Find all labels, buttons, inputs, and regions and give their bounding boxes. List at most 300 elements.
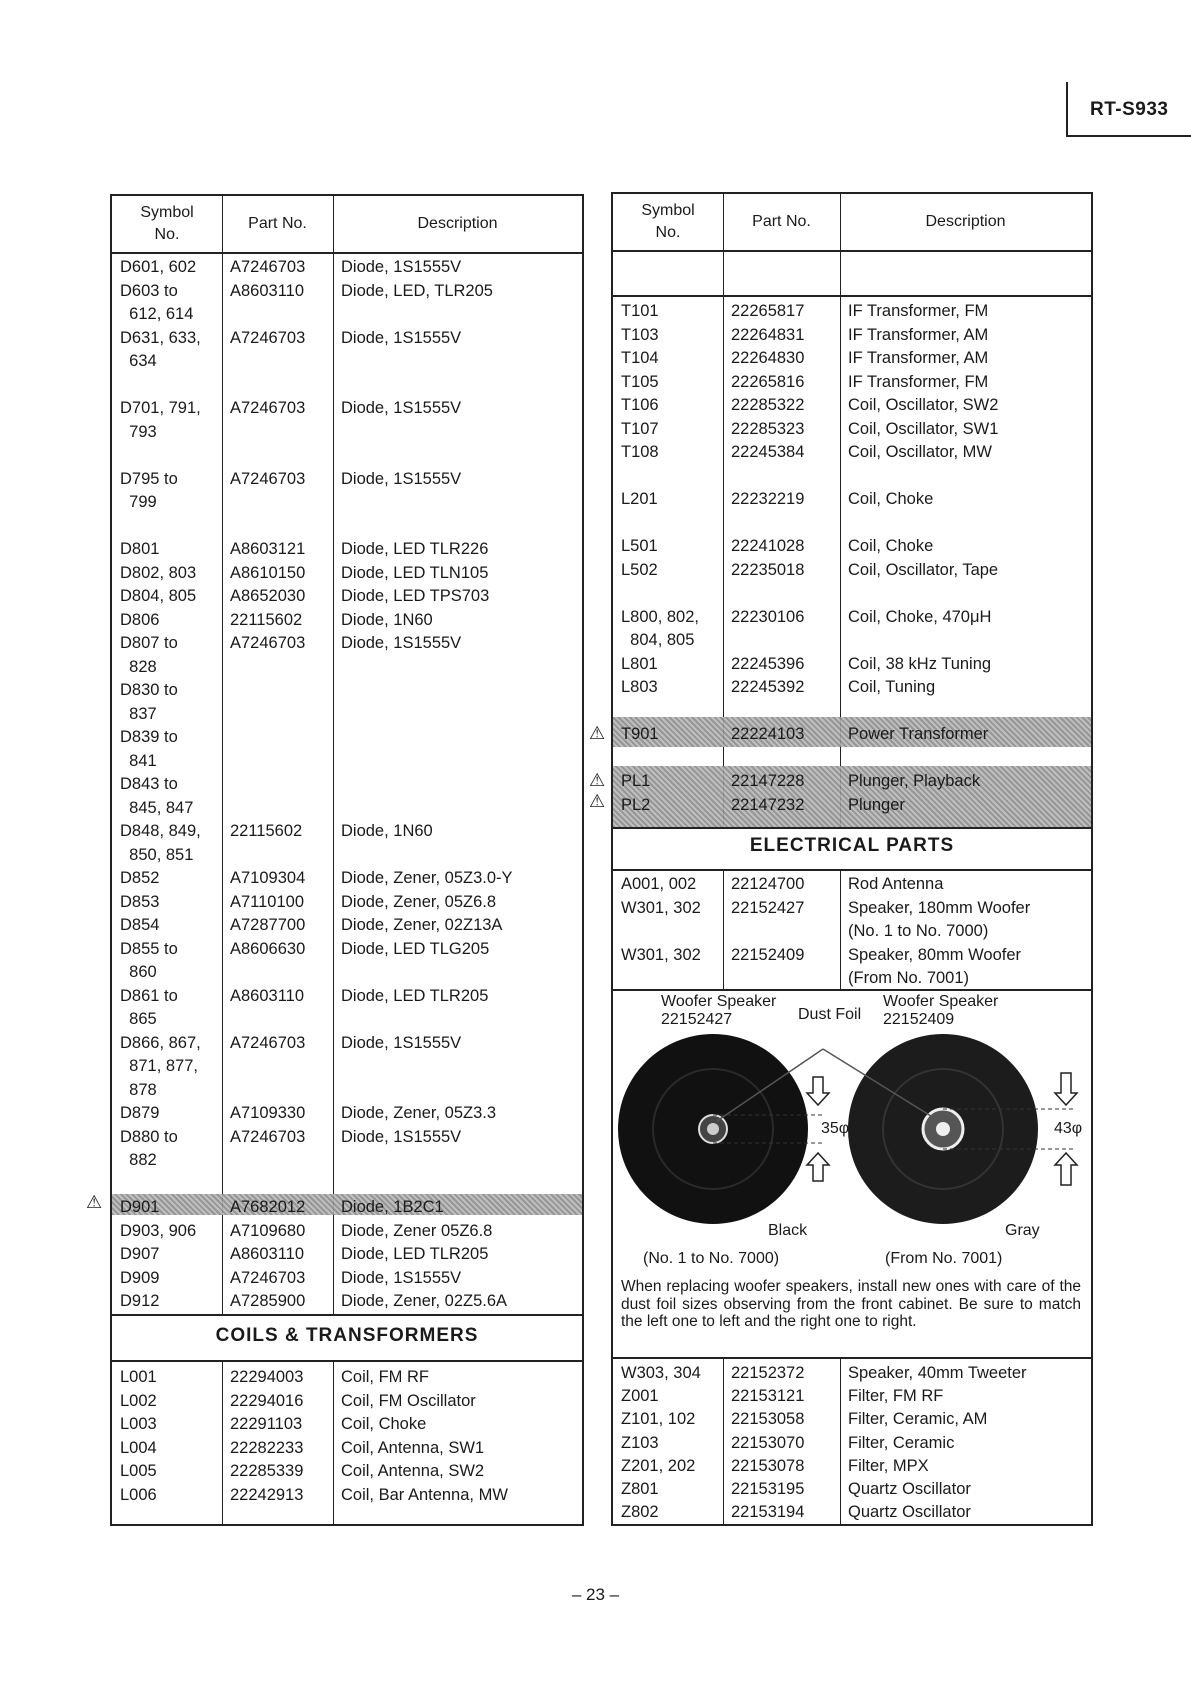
table-row <box>112 891 582 915</box>
table-row <box>613 418 1091 442</box>
symbol-cell: L002 <box>120 1391 157 1410</box>
description-cell: Diode, 1S1555V <box>341 1127 462 1146</box>
part-number-cell: 22152427 <box>731 898 805 917</box>
table-row <box>613 371 1091 395</box>
description-cell: Diode, LED TLR205 <box>341 1245 489 1263</box>
part-number-cell: 22147228 <box>731 772 805 790</box>
symbol-cell: D909 <box>120 1268 160 1287</box>
section-divider <box>112 1314 582 1316</box>
table-row <box>112 820 582 844</box>
description-cell: Quartz Oscillator <box>848 1480 971 1498</box>
table-row <box>112 632 582 656</box>
symbol-cell: 799 <box>120 493 157 511</box>
symbol-cell: L502 <box>621 560 658 579</box>
symbol-cell: L501 <box>621 537 658 555</box>
symbol-cell: L803 <box>621 678 658 696</box>
description-cell: IF Transformer, AM <box>848 349 989 367</box>
description-cell: Diode, Zener, 05Z6.8 <box>341 892 497 911</box>
table-row <box>112 656 582 680</box>
symbol-cell: W301, 302 <box>621 945 701 964</box>
warning-icon: ⚠ <box>589 770 606 790</box>
table-row <box>112 1290 582 1314</box>
table-row <box>112 1220 582 1244</box>
description-cell: Diode, 1B2C1 <box>341 1198 444 1216</box>
symbol-cell: 828 <box>120 657 157 676</box>
table-row <box>613 488 1091 512</box>
header-description <box>840 194 1091 252</box>
symbol-cell: D801 <box>120 540 160 558</box>
symbol-cell: D903, 906 <box>120 1221 197 1240</box>
part-number-cell: 22245392 <box>731 678 805 696</box>
replacement-note: When replacing woofer speakers, install new ones with care of the dust foil sizes observing from the front cabinet. Be sure to match the left one to left and the right one to right. <box>621 1278 1081 1330</box>
right-dimension: 43φ <box>1054 1120 1083 1137</box>
table-row <box>112 1126 582 1150</box>
table-row <box>613 300 1091 324</box>
description-cell: Diode, Zener, 05Z3.3 <box>341 1104 497 1122</box>
part-number-cell: A7246703 <box>230 1033 306 1052</box>
table-row <box>613 535 1091 559</box>
description-cell: Coil, 38 kHz Tuning <box>848 654 992 673</box>
table-row <box>112 468 582 492</box>
table-row <box>112 1460 582 1484</box>
symbol-cell: 871, 877, <box>120 1057 198 1075</box>
part-number-cell: A7287700 <box>230 916 306 934</box>
description-cell: Diode, Zener, 05Z3.0-Y <box>341 869 513 887</box>
description-cell: Speaker, 40mm Tweeter <box>848 1364 1027 1382</box>
symbol-cell: 837 <box>120 704 157 723</box>
symbol-cell: D853 <box>120 892 160 911</box>
symbol-cell: 634 <box>120 352 157 370</box>
section-divider <box>112 1360 582 1362</box>
description-cell: Filter, Ceramic <box>848 1433 955 1452</box>
description-cell: Speaker, 180mm Woofer <box>848 898 1031 917</box>
table-row <box>112 585 582 609</box>
table-row <box>112 280 582 304</box>
description-cell: IF Transformer, FM <box>848 372 989 391</box>
description-cell: Diode, 1S1555V <box>341 469 462 488</box>
table-row <box>613 582 1091 606</box>
part-number-cell: 22264830 <box>731 349 805 367</box>
left-dimension: 35φ <box>821 1120 850 1137</box>
description-cell: Diode, 1S1555V <box>341 1268 462 1287</box>
table-row <box>112 515 582 539</box>
symbol-cell: D631, 633, <box>120 328 201 347</box>
symbol-cell: Z101, 102 <box>621 1410 696 1429</box>
symbol-cell: L001 <box>120 1368 157 1386</box>
symbol-cell: D830 to <box>120 681 178 699</box>
description-cell: (From No. 7001) <box>848 969 970 987</box>
table-row <box>112 1149 582 1173</box>
table-row <box>112 1079 582 1103</box>
description-cell: Coil, Choke <box>341 1415 427 1433</box>
section-divider <box>613 869 1091 871</box>
header-part <box>723 194 840 252</box>
description-cell: Filter, MPX <box>848 1456 929 1475</box>
symbol-cell: 793 <box>120 422 157 441</box>
right-speaker-label: Woofer Speaker <box>883 993 999 1010</box>
table-row <box>112 1437 582 1461</box>
part-number-cell: A7246703 <box>230 258 306 276</box>
part-number-cell: A7109304 <box>230 869 306 887</box>
table-row <box>112 773 582 797</box>
black-label: Black <box>768 1222 808 1239</box>
table-row <box>613 770 1091 794</box>
symbol-cell: D603 to <box>120 281 178 300</box>
symbol-cell: L004 <box>120 1438 157 1457</box>
header-part-text: Part No. <box>752 213 811 230</box>
part-number-cell: 22153194 <box>731 1503 805 1522</box>
description-cell: Diode, 1S1555V <box>341 258 462 276</box>
header-part <box>222 196 333 254</box>
table-row <box>613 920 1091 944</box>
description-cell: Diode, Zener, 02Z5.6A <box>341 1292 508 1310</box>
warning-icon: ⚠ <box>589 723 606 743</box>
table-row <box>613 1501 1091 1525</box>
description-cell: Diode, 1N60 <box>341 822 433 840</box>
left-range-label: (No. 1 to No. 7000) <box>643 1250 780 1267</box>
symbol-cell: T108 <box>621 443 659 461</box>
symbol-cell: Z801 <box>621 1480 659 1498</box>
header-symbol <box>613 194 723 252</box>
part-number-cell: A7246703 <box>230 328 306 347</box>
symbol-cell: T105 <box>621 372 659 391</box>
part-number-cell: 22152372 <box>731 1364 805 1382</box>
description-cell: Coil, Choke <box>848 537 934 555</box>
table-row <box>613 747 1091 771</box>
description-cell: Plunger <box>848 795 905 814</box>
table-row <box>613 1408 1091 1432</box>
table-row <box>112 1366 582 1390</box>
part-number-cell: A8603110 <box>230 281 305 300</box>
model-tab <box>1066 82 1191 137</box>
table-row <box>613 873 1091 897</box>
description-cell: Coil, Antenna, SW1 <box>341 1438 485 1457</box>
symbol-cell: D852 <box>120 869 160 887</box>
table-row <box>112 867 582 891</box>
part-number-cell: A7109680 <box>230 1221 306 1240</box>
table-row <box>112 844 582 868</box>
symbol-cell: D839 to <box>120 728 178 746</box>
part-number-cell: 22115602 <box>230 822 303 840</box>
table-row <box>112 327 582 351</box>
table-row <box>613 629 1091 653</box>
table-row <box>613 653 1091 677</box>
row-divider <box>613 295 1091 297</box>
woofer-figure <box>613 989 1091 1349</box>
description-cell: Coil, Oscillator, SW1 <box>848 419 999 438</box>
symbol-cell: D795 to <box>120 469 178 488</box>
description-cell: Speaker, 80mm Woofer <box>848 945 1022 964</box>
description-cell: Coil, Oscillator, SW2 <box>848 396 999 414</box>
header-part-text: Part No. <box>248 215 307 232</box>
part-number-cell: A7682012 <box>230 1198 306 1216</box>
part-number-cell: 22230106 <box>731 607 805 626</box>
description-cell: Diode, 1S1555V <box>341 634 462 652</box>
table-row <box>613 1432 1091 1456</box>
symbol-cell: A001, 002 <box>621 875 697 893</box>
symbol-cell: D601, 602 <box>120 258 197 276</box>
symbol-cell: T103 <box>621 325 659 344</box>
table-row <box>613 512 1091 536</box>
part-number-cell: 22152409 <box>731 945 805 964</box>
symbol-cell: 865 <box>120 1010 157 1028</box>
table-row <box>112 397 582 421</box>
description-cell: Diode, LED TLN105 <box>341 563 489 582</box>
description-cell: Coil, FM RF <box>341 1368 429 1386</box>
part-number-cell: 22245384 <box>731 443 805 461</box>
table-row <box>613 465 1091 489</box>
part-number-cell: 22265816 <box>731 372 805 391</box>
symbol-cell: L005 <box>120 1462 157 1480</box>
symbol-cell: D848, 849, <box>120 822 201 840</box>
table-row <box>112 538 582 562</box>
table-row <box>112 1267 582 1291</box>
symbol-cell: D861 to <box>120 986 178 1005</box>
description-cell: Diode, LED TLR226 <box>341 540 489 558</box>
table-row <box>613 1362 1091 1386</box>
table-row <box>613 897 1091 921</box>
symbol-cell: 804, 805 <box>621 631 695 649</box>
part-number-cell: A8603121 <box>230 540 306 558</box>
symbol-cell: 878 <box>120 1080 157 1099</box>
part-number-cell: A8603110 <box>230 1245 305 1263</box>
description-cell: Coil, Antenna, SW2 <box>341 1462 485 1480</box>
description-cell: IF Transformer, FM <box>848 302 989 320</box>
table-row <box>112 562 582 586</box>
table-row <box>112 421 582 445</box>
symbol-cell: Z001 <box>621 1387 659 1406</box>
part-number-cell: A8652030 <box>230 587 306 605</box>
table-row <box>613 1455 1091 1479</box>
part-number-cell: A7285900 <box>230 1292 306 1310</box>
description-cell: Diode, LED TLG205 <box>341 939 490 958</box>
symbol-cell: L006 <box>120 1485 157 1504</box>
part-number-cell: 22245396 <box>731 654 805 673</box>
table-row <box>112 1413 582 1437</box>
table-row <box>112 1243 582 1267</box>
part-number-cell: 22153058 <box>731 1410 805 1429</box>
table-row <box>112 1390 582 1414</box>
table-row <box>112 938 582 962</box>
description-cell: IF Transformer, AM <box>848 325 989 344</box>
table-row <box>613 324 1091 348</box>
part-number-cell: A8603110 <box>230 986 305 1005</box>
part-number-cell: A7109330 <box>230 1104 306 1122</box>
part-number-cell: 22241028 <box>731 537 805 555</box>
description-cell: Coil, Oscillator, Tape <box>848 560 999 579</box>
part-number-cell: 22124700 <box>731 875 805 893</box>
part-number-cell: A7246703 <box>230 399 306 417</box>
table-row <box>613 394 1091 418</box>
part-number-cell: 22153121 <box>731 1387 805 1406</box>
table-row <box>613 700 1091 724</box>
symbol-cell: 841 <box>120 751 157 770</box>
symbol-cell: D855 to <box>120 939 178 958</box>
header-symbol-text: Symbol No. <box>641 202 695 241</box>
table-row <box>613 1385 1091 1409</box>
symbol-cell: D866, 867, <box>120 1033 201 1052</box>
description-cell: Diode, LED TLR205 <box>341 986 489 1005</box>
table-row <box>613 1478 1091 1502</box>
description-cell: Coil, Bar Antenna, MW <box>341 1485 508 1504</box>
part-number-cell: 22115602 <box>230 610 303 629</box>
table-row <box>613 723 1091 747</box>
header-symbol-text: Symbol No. <box>140 204 194 243</box>
part-number-cell: A7246703 <box>230 634 306 652</box>
part-number-cell: A7246703 <box>230 469 306 488</box>
table-row <box>613 606 1091 630</box>
table-row <box>613 441 1091 465</box>
table-row <box>613 944 1091 968</box>
symbol-cell: D901 <box>120 1198 160 1216</box>
symbol-cell: 860 <box>120 963 157 981</box>
symbol-cell: Z802 <box>621 1503 659 1522</box>
description-cell: Filter, Ceramic, AM <box>848 1410 988 1429</box>
symbol-cell: T107 <box>621 419 659 438</box>
symbol-cell: Z103 <box>621 1433 659 1452</box>
part-number-cell: 22294003 <box>230 1368 304 1386</box>
description-cell: Coil, Oscillator, MW <box>848 443 992 461</box>
table-row <box>613 967 1091 991</box>
part-number-cell: 22232219 <box>731 490 805 508</box>
symbol-cell: D912 <box>120 1292 160 1310</box>
table-row <box>112 961 582 985</box>
description-cell: Diode, LED TPS703 <box>341 587 490 605</box>
symbol-cell: D854 <box>120 916 160 934</box>
electrical-section-title: ELECTRICAL PARTS <box>749 835 955 856</box>
symbol-cell: D807 to <box>120 634 178 652</box>
description-cell: Diode, LED, TLR205 <box>341 281 493 300</box>
section-divider <box>613 827 1091 829</box>
table-row <box>613 676 1091 700</box>
table-row <box>112 1173 582 1197</box>
part-number-cell: A8610150 <box>230 563 306 582</box>
description-cell: Coil, Choke <box>848 490 934 508</box>
part-number-cell: 22285323 <box>731 419 805 438</box>
table-row <box>112 985 582 1009</box>
description-cell: (No. 1 to No. 7000) <box>848 922 989 940</box>
warning-icon: ⚠ <box>589 791 606 811</box>
symbol-cell: PL2 <box>621 795 651 814</box>
header-description-text: Description <box>925 213 1006 230</box>
part-number-cell: 22147232 <box>731 795 805 814</box>
table-row <box>112 797 582 821</box>
right-speaker-part: 22152409 <box>883 1011 955 1028</box>
description-cell: Diode, 1S1555V <box>341 399 462 417</box>
table-row <box>112 303 582 327</box>
table-row <box>112 609 582 633</box>
table-row <box>112 1102 582 1126</box>
description-cell: Diode, 1S1555V <box>341 1033 462 1052</box>
description-cell: Diode, Zener, 02Z13A <box>341 916 503 934</box>
description-cell: Coil, FM Oscillator <box>341 1391 476 1410</box>
symbol-cell: T104 <box>621 349 659 367</box>
table-row <box>112 1008 582 1032</box>
left-speaker-part: 22152427 <box>661 1011 733 1028</box>
part-number-cell: 22242913 <box>230 1485 304 1504</box>
header-description-text: Description <box>417 215 498 232</box>
symbol-cell: D880 to <box>120 1127 178 1146</box>
table-row <box>112 1196 582 1220</box>
table-row <box>613 794 1091 818</box>
description-cell: Coil, Choke, 470μH <box>848 607 992 626</box>
left-speaker-label: Woofer Speaker <box>661 993 777 1010</box>
symbol-cell: T106 <box>621 396 659 414</box>
part-number-cell: A7246703 <box>230 1268 306 1287</box>
part-number-cell: 22294016 <box>230 1391 304 1410</box>
table-row <box>112 726 582 750</box>
description-cell: Coil, Tuning <box>848 678 936 696</box>
table-row <box>112 491 582 515</box>
table-row <box>112 256 582 280</box>
table-row <box>112 703 582 727</box>
table-row <box>112 444 582 468</box>
symbol-cell: W301, 302 <box>621 898 701 917</box>
header-symbol <box>112 196 222 254</box>
symbol-cell: L801 <box>621 654 658 673</box>
description-cell: Power Transformer <box>848 725 989 743</box>
symbol-cell: 612, 614 <box>120 305 194 323</box>
symbol-cell: L201 <box>621 490 658 508</box>
part-number-cell: 22235018 <box>731 560 805 579</box>
warning-icon: ⚠ <box>86 1192 103 1212</box>
part-number-cell: A7246703 <box>230 1127 306 1146</box>
table-row <box>112 1055 582 1079</box>
symbol-cell: W303, 304 <box>621 1364 701 1382</box>
part-number-cell: 22153195 <box>731 1480 805 1498</box>
table-row <box>112 1484 582 1508</box>
part-number-cell: 22153070 <box>731 1433 805 1452</box>
symbol-cell: D701, 791, <box>120 399 201 417</box>
table-row <box>613 559 1091 583</box>
symbol-cell: Z201, 202 <box>621 1456 696 1475</box>
symbol-cell: D907 <box>120 1245 160 1263</box>
description-cell: Plunger, Playback <box>848 772 981 790</box>
description-cell: Diode, 1S1555V <box>341 328 462 347</box>
description-cell: Diode, 1N60 <box>341 610 433 629</box>
description-cell: Quartz Oscillator <box>848 1503 971 1522</box>
symbol-cell: 850, 851 <box>120 845 194 864</box>
symbol-cell: T901 <box>621 725 659 743</box>
description-cell: Filter, FM RF <box>848 1387 944 1406</box>
symbol-cell: T101 <box>621 302 659 320</box>
section-divider <box>613 1357 1091 1359</box>
symbol-cell: D843 to <box>120 775 178 793</box>
part-number-cell: 22153078 <box>731 1456 805 1475</box>
gray-label: Gray <box>1005 1222 1040 1239</box>
left-parts-table <box>110 194 584 1526</box>
table-row <box>112 374 582 398</box>
header-description <box>333 196 582 254</box>
part-number-cell: 22265817 <box>731 302 805 320</box>
table-row <box>112 350 582 374</box>
part-number-cell: 22291103 <box>230 1415 303 1433</box>
model-label: RT-S933 <box>1090 99 1169 120</box>
right-range-label: (From No. 7001) <box>885 1250 1003 1267</box>
table-row <box>112 1032 582 1056</box>
symbol-cell: L800, 802, <box>621 607 699 626</box>
part-number-cell: A8606630 <box>230 939 306 958</box>
table-row <box>112 914 582 938</box>
part-number-cell: 22224103 <box>731 725 805 743</box>
symbol-cell: D804, 805 <box>120 587 197 605</box>
right-parts-table <box>611 192 1093 1526</box>
description-cell: Rod Antenna <box>848 875 944 893</box>
table-row <box>613 347 1091 371</box>
symbol-cell: D802, 803 <box>120 563 197 582</box>
coils-section-title: COILS & TRANSFORMERS <box>215 1325 479 1346</box>
part-number-cell: 22264831 <box>731 325 805 344</box>
